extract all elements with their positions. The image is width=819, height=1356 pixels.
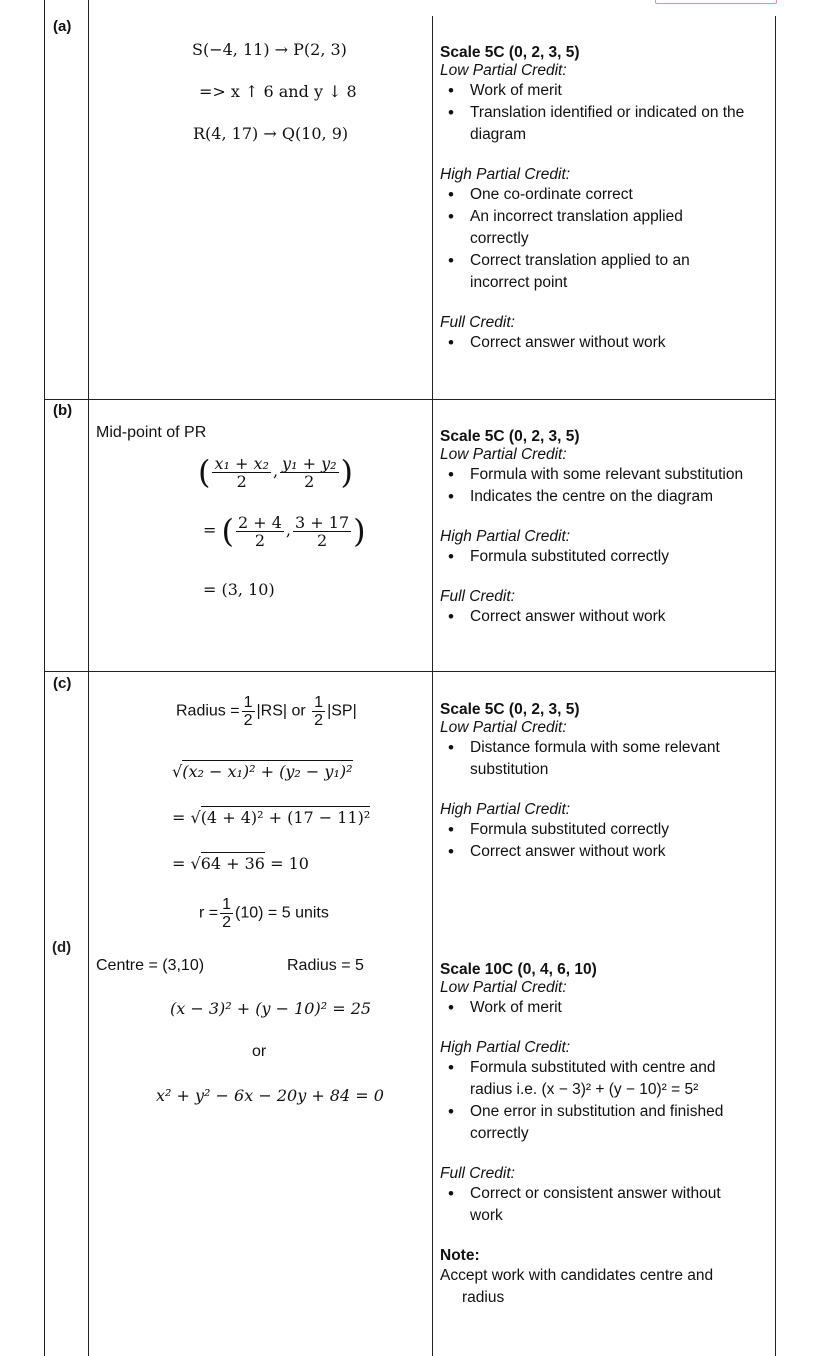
fraction-half: $\frac{1}{2}$ [243, 694, 253, 729]
table-left-border [44, 0, 45, 1356]
label-column-divider [88, 0, 89, 1356]
part-c-radius-result: r = $\frac{1}{2}$ (10) = 5 units [199, 896, 329, 931]
part-c-low-title: Low Partial Credit: [440, 719, 567, 736]
part-d-note-title: Note: [440, 1247, 480, 1264]
part-a-high-title: High Partial Credit: [440, 166, 571, 183]
fraction: $\frac{\text{y₁ + y₂}}{2}$ [282, 453, 337, 491]
part-d-label: (d) [52, 939, 72, 956]
part-d-high-title: High Partial Credit: [440, 1039, 571, 1056]
part-a-high-item: • An incorrect translation applied correctly [440, 206, 770, 250]
part-a-marking [440, 44, 770, 354]
part-a-low-item: • Work of merit [440, 80, 770, 102]
part-c-distance-formula: √(x₂ − x₁)² + (y₂ − y₁)² [172, 762, 353, 781]
part-b-label: (b) [53, 402, 73, 419]
part-b-midpoint-formula: ( $\frac{\text{x₁ + x₂}}{2}$ , $\frac{\text{y₁ + y₂}}{2}$ ) [198, 453, 353, 491]
fraction: $\frac{3 + 17}{2}$ [295, 512, 350, 550]
part-c-high-item: • Correct answer without work [440, 841, 770, 863]
part-d-radius: Radius = 5 [287, 957, 364, 974]
part-c-label: (c) [53, 675, 72, 692]
fraction-half: $\frac{1}{2}$ [314, 694, 324, 729]
part-a-label: (a) [53, 18, 72, 35]
part-a-work-line-3: R(4, 17) → Q(10, 9) [193, 124, 349, 143]
part-d-low-title: Low Partial Credit: [440, 979, 567, 996]
part-b-heading: Mid-point of PR [96, 424, 207, 441]
page-edge-marker [655, 0, 777, 4]
part-b-marking [440, 428, 774, 628]
part-b-midpoint-result: = (3, 10) [203, 580, 275, 599]
part-d-high-item: • One error in substitution and finished correctly [440, 1101, 770, 1145]
part-c-marking [440, 701, 770, 863]
part-a-full-item: • Correct answer without work [440, 332, 770, 354]
part-b-high-title: High Partial Credit: [440, 528, 571, 545]
row-divider-a-b [44, 399, 776, 400]
part-a-work-line-1: S(−4, 11) → P(2, 3) [192, 40, 347, 59]
part-c-radius-definition: Radius = $\frac{1}{2}$ |RS| or $\frac{1}{2}$ |SP| [176, 694, 357, 729]
table-right-border [775, 16, 776, 1356]
part-a-high-item: • One co-ordinate correct [440, 184, 770, 206]
part-d-or: or [252, 1043, 267, 1060]
part-d-centre: Centre = (3,10) [96, 957, 205, 974]
part-a-high-item: • Correct translation applied to an incorrect point [440, 250, 770, 294]
part-d-high-item: • Formula substituted with centre and radius i.e. (x − 3)² + (y − 10)² = 5² [440, 1057, 770, 1101]
part-d-marking [440, 961, 770, 1309]
part-b-full-item: • Correct answer without work [440, 606, 774, 628]
part-d-equation-2: x² + y² − 6x − 20y + 84 = 0 [156, 1086, 384, 1105]
part-a-work-line-2: => x ↑ 6 and y ↓ 8 [199, 82, 357, 101]
part-d-full-item: • Correct or consistent answer without work [440, 1183, 770, 1227]
part-b-low-title: Low Partial Credit: [440, 446, 567, 463]
part-a-scale: Scale 5C (0, 2, 3, 5) [440, 44, 580, 61]
part-b-high-item: • Formula substituted correctly [440, 546, 774, 568]
part-c-high-item: • Formula substituted correctly [440, 819, 770, 841]
part-c-distance-substituted: = √(4 + 4)² + (17 − 11)² [172, 808, 371, 827]
part-d-full-title: Full Credit: [440, 1165, 515, 1182]
part-d-low-item: • Work of merit [440, 997, 770, 1019]
part-d-equation-1: (x − 3)² + (y − 10)² = 25 [170, 999, 372, 1018]
part-d-note: Accept work with candidates centre and radius [440, 1267, 714, 1306]
part-c-distance-evaluated: = √64 + 36 = 10 [172, 854, 309, 873]
part-a-low-item: • Translation identified or indicated on the diagram [440, 102, 770, 146]
fraction: $\frac{\text{x₁ + x₂}}{2}$ [214, 453, 269, 491]
part-a-full-title: Full Credit: [440, 314, 515, 331]
part-b-full-title: Full Credit: [440, 588, 515, 605]
row-divider-b-c [44, 671, 776, 672]
part-b-low-item: • Formula with some relevant substitution [440, 464, 774, 486]
fraction-half: $\frac{1}{2}$ [222, 896, 232, 931]
part-b-scale: Scale 5C (0, 2, 3, 5) [440, 428, 580, 445]
part-c-high-title: High Partial Credit: [440, 801, 571, 818]
part-b-low-item: • Indicates the centre on the diagram [440, 486, 774, 508]
work-column-divider [432, 16, 433, 1356]
fraction: $\frac{2 + 4}{2}$ [237, 512, 282, 550]
part-b-midpoint-substituted: = ( $\frac{2 + 4}{2}$ , $\frac{3 + 17}{2}$ ) [203, 512, 366, 550]
part-a-low-title: Low Partial Credit: [440, 62, 567, 79]
part-c-low-item: • Distance formula with some relevant substitution [440, 737, 770, 781]
part-c-scale: Scale 5C (0, 2, 3, 5) [440, 701, 580, 718]
part-d-scale: Scale 10C (0, 4, 6, 10) [440, 961, 597, 978]
